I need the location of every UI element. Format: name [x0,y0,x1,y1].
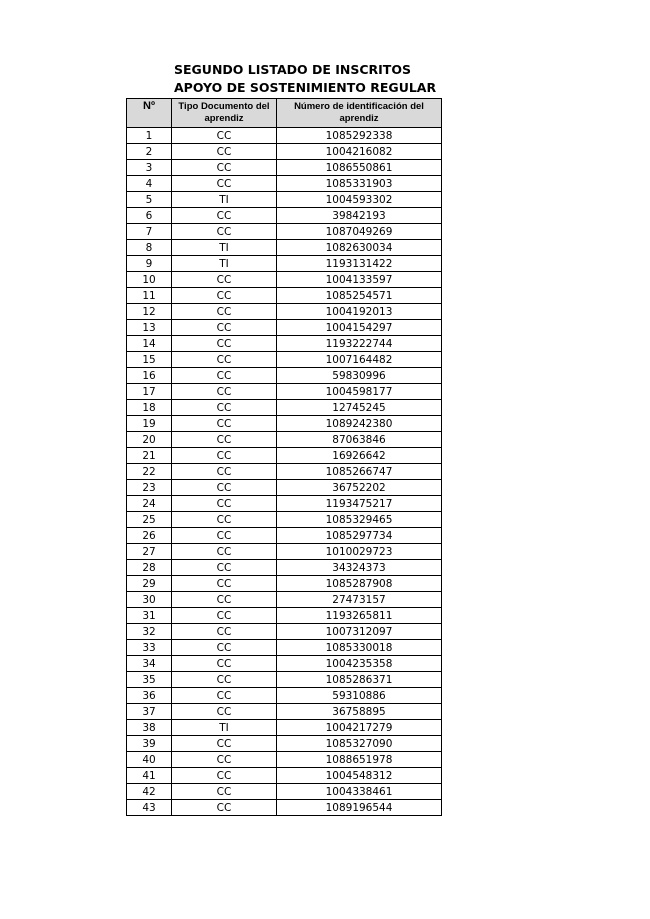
document-type-cell: CC [172,784,277,800]
registrants-table [126,98,442,816]
row-number-cell: 3 [127,160,172,176]
table-row [127,448,442,464]
id-number-cell: 1193475217 [277,496,442,512]
header-number: Nº [127,99,172,128]
document-type-cell: CC [172,512,277,528]
document-type-cell: CC [172,368,277,384]
id-number-cell: 59830996 [277,368,442,384]
table-row [127,704,442,720]
document-type-cell: CC [172,288,277,304]
document-type-cell: CC [172,384,277,400]
document-type-cell: CC [172,672,277,688]
document-type-cell: TI [172,192,277,208]
document-type-cell: CC [172,624,277,640]
table-row [127,560,442,576]
document-type-cell: CC [172,656,277,672]
table-row [127,640,442,656]
document-type-cell: CC [172,528,277,544]
table-body [127,128,442,816]
document-type-cell: CC [172,272,277,288]
document-type-cell: CC [172,432,277,448]
id-number-cell: 1004338461 [277,784,442,800]
row-number-cell: 30 [127,592,172,608]
table-row [127,352,442,368]
id-number-cell: 1007312097 [277,624,442,640]
table-row [127,624,442,640]
table-row [127,320,442,336]
row-number-cell: 32 [127,624,172,640]
table-row [127,384,442,400]
row-number-cell: 26 [127,528,172,544]
row-number-cell: 40 [127,752,172,768]
row-number-cell: 20 [127,432,172,448]
document-type-cell: CC [172,160,277,176]
table-row [127,144,442,160]
row-number-cell: 41 [127,768,172,784]
row-number-cell: 25 [127,512,172,528]
document-type-cell: CC [172,304,277,320]
row-number-cell: 1 [127,128,172,144]
id-number-cell: 39842193 [277,208,442,224]
id-number-cell: 36758895 [277,704,442,720]
id-number-cell: 59310886 [277,688,442,704]
document-type-cell: CC [172,496,277,512]
table-row [127,432,442,448]
id-number-cell: 16926642 [277,448,442,464]
table-row [127,256,442,272]
table-row [127,160,442,176]
row-number-cell: 28 [127,560,172,576]
table-row [127,208,442,224]
document-type-cell: CC [172,752,277,768]
id-number-cell: 1004216082 [277,144,442,160]
title-line-2: APOYO DE SOSTENIMIENTO REGULAR [174,80,437,95]
row-number-cell: 31 [127,608,172,624]
row-number-cell: 9 [127,256,172,272]
row-number-cell: 15 [127,352,172,368]
document-type-cell: CC [172,544,277,560]
id-number-cell: 1085297734 [277,528,442,544]
table-row [127,736,442,752]
row-number-cell: 4 [127,176,172,192]
document-type-cell: CC [172,800,277,816]
id-number-cell: 1193265811 [277,608,442,624]
id-number-cell: 1089196544 [277,800,442,816]
table-row [127,288,442,304]
document-type-cell: TI [172,240,277,256]
table-row [127,800,442,816]
id-number-cell: 1193222744 [277,336,442,352]
id-number-cell: 1004133597 [277,272,442,288]
document-type-cell: CC [172,592,277,608]
document-type-cell: CC [172,176,277,192]
id-number-cell: 1193131422 [277,256,442,272]
document-type-cell: TI [172,720,277,736]
document-type-cell: CC [172,768,277,784]
id-number-cell: 1085287908 [277,576,442,592]
row-number-cell: 12 [127,304,172,320]
table-row [127,672,442,688]
row-number-cell: 13 [127,320,172,336]
row-number-cell: 18 [127,400,172,416]
table-row [127,752,442,768]
document-type-cell: CC [172,144,277,160]
document-type-cell: CC [172,336,277,352]
table-row [127,512,442,528]
id-number-cell: 1085327090 [277,736,442,752]
row-number-cell: 35 [127,672,172,688]
table-row [127,496,442,512]
table-row [127,192,442,208]
row-number-cell: 42 [127,784,172,800]
table-row [127,544,442,560]
id-number-cell: 1085292338 [277,128,442,144]
id-number-cell: 1004598177 [277,384,442,400]
id-number-cell: 27473157 [277,592,442,608]
id-number-cell: 1085266747 [277,464,442,480]
table-row [127,528,442,544]
document-type-cell: CC [172,224,277,240]
document-type-cell: CC [172,688,277,704]
id-number-cell: 1004154297 [277,320,442,336]
row-number-cell: 5 [127,192,172,208]
id-number-cell: 1085329465 [277,512,442,528]
document-type-cell: CC [172,128,277,144]
document-type-cell: CC [172,208,277,224]
row-number-cell: 24 [127,496,172,512]
row-number-cell: 16 [127,368,172,384]
table-row [127,720,442,736]
table-row [127,768,442,784]
id-number-cell: 1088651978 [277,752,442,768]
document-type-cell: CC [172,464,277,480]
id-number-cell: 1085254571 [277,288,442,304]
document-type-cell: CC [172,416,277,432]
table-row [127,304,442,320]
table-header-row [127,99,442,128]
table-row [127,368,442,384]
id-number-cell: 1089242380 [277,416,442,432]
table-row [127,272,442,288]
row-number-cell: 22 [127,464,172,480]
document-type-cell: CC [172,608,277,624]
header-id-number: Número de identificación del aprendiz [277,99,442,128]
document-type-cell: CC [172,640,277,656]
row-number-cell: 34 [127,656,172,672]
row-number-cell: 29 [127,576,172,592]
table-row [127,688,442,704]
row-number-cell: 2 [127,144,172,160]
row-number-cell: 27 [127,544,172,560]
document-type-cell: CC [172,560,277,576]
row-number-cell: 33 [127,640,172,656]
table-row [127,336,442,352]
id-number-cell: 34324373 [277,560,442,576]
id-number-cell: 12745245 [277,400,442,416]
table-row [127,608,442,624]
document-type-cell: CC [172,320,277,336]
document-type-cell: TI [172,256,277,272]
row-number-cell: 14 [127,336,172,352]
id-number-cell: 1082630034 [277,240,442,256]
row-number-cell: 21 [127,448,172,464]
id-number-cell: 1010029723 [277,544,442,560]
table-row [127,176,442,192]
document-type-cell: CC [172,736,277,752]
row-number-cell: 6 [127,208,172,224]
table-row [127,656,442,672]
row-number-cell: 36 [127,688,172,704]
id-number-cell: 1085331903 [277,176,442,192]
id-number-cell: 1087049269 [277,224,442,240]
id-number-cell: 1085286371 [277,672,442,688]
row-number-cell: 7 [127,224,172,240]
row-number-cell: 19 [127,416,172,432]
row-number-cell: 23 [127,480,172,496]
row-number-cell: 38 [127,720,172,736]
row-number-cell: 11 [127,288,172,304]
row-number-cell: 43 [127,800,172,816]
row-number-cell: 10 [127,272,172,288]
id-number-cell: 1004593302 [277,192,442,208]
document-titles [174,61,436,97]
row-number-cell: 17 [127,384,172,400]
table-row [127,128,442,144]
document-type-cell: CC [172,704,277,720]
title-line-1: SEGUNDO LISTADO DE INSCRITOS [174,62,411,77]
id-number-cell: 1007164482 [277,352,442,368]
id-number-cell: 1004235358 [277,656,442,672]
row-number-cell: 39 [127,736,172,752]
row-number-cell: 8 [127,240,172,256]
table-row [127,480,442,496]
document-type-cell: CC [172,400,277,416]
document-type-cell: CC [172,576,277,592]
table-row [127,240,442,256]
id-number-cell: 1004217279 [277,720,442,736]
document-type-cell: CC [172,352,277,368]
id-number-cell: 1004192013 [277,304,442,320]
table-row [127,400,442,416]
document-type-cell: CC [172,448,277,464]
header-document-type: Tipo Documento del aprendiz [172,99,277,128]
table-row [127,784,442,800]
id-number-cell: 1085330018 [277,640,442,656]
row-number-cell: 37 [127,704,172,720]
table-row [127,224,442,240]
table-row [127,592,442,608]
document-type-cell: CC [172,480,277,496]
table-row [127,464,442,480]
id-number-cell: 87063846 [277,432,442,448]
id-number-cell: 1086550861 [277,160,442,176]
table-row [127,416,442,432]
table-row [127,576,442,592]
id-number-cell: 36752202 [277,480,442,496]
id-number-cell: 1004548312 [277,768,442,784]
